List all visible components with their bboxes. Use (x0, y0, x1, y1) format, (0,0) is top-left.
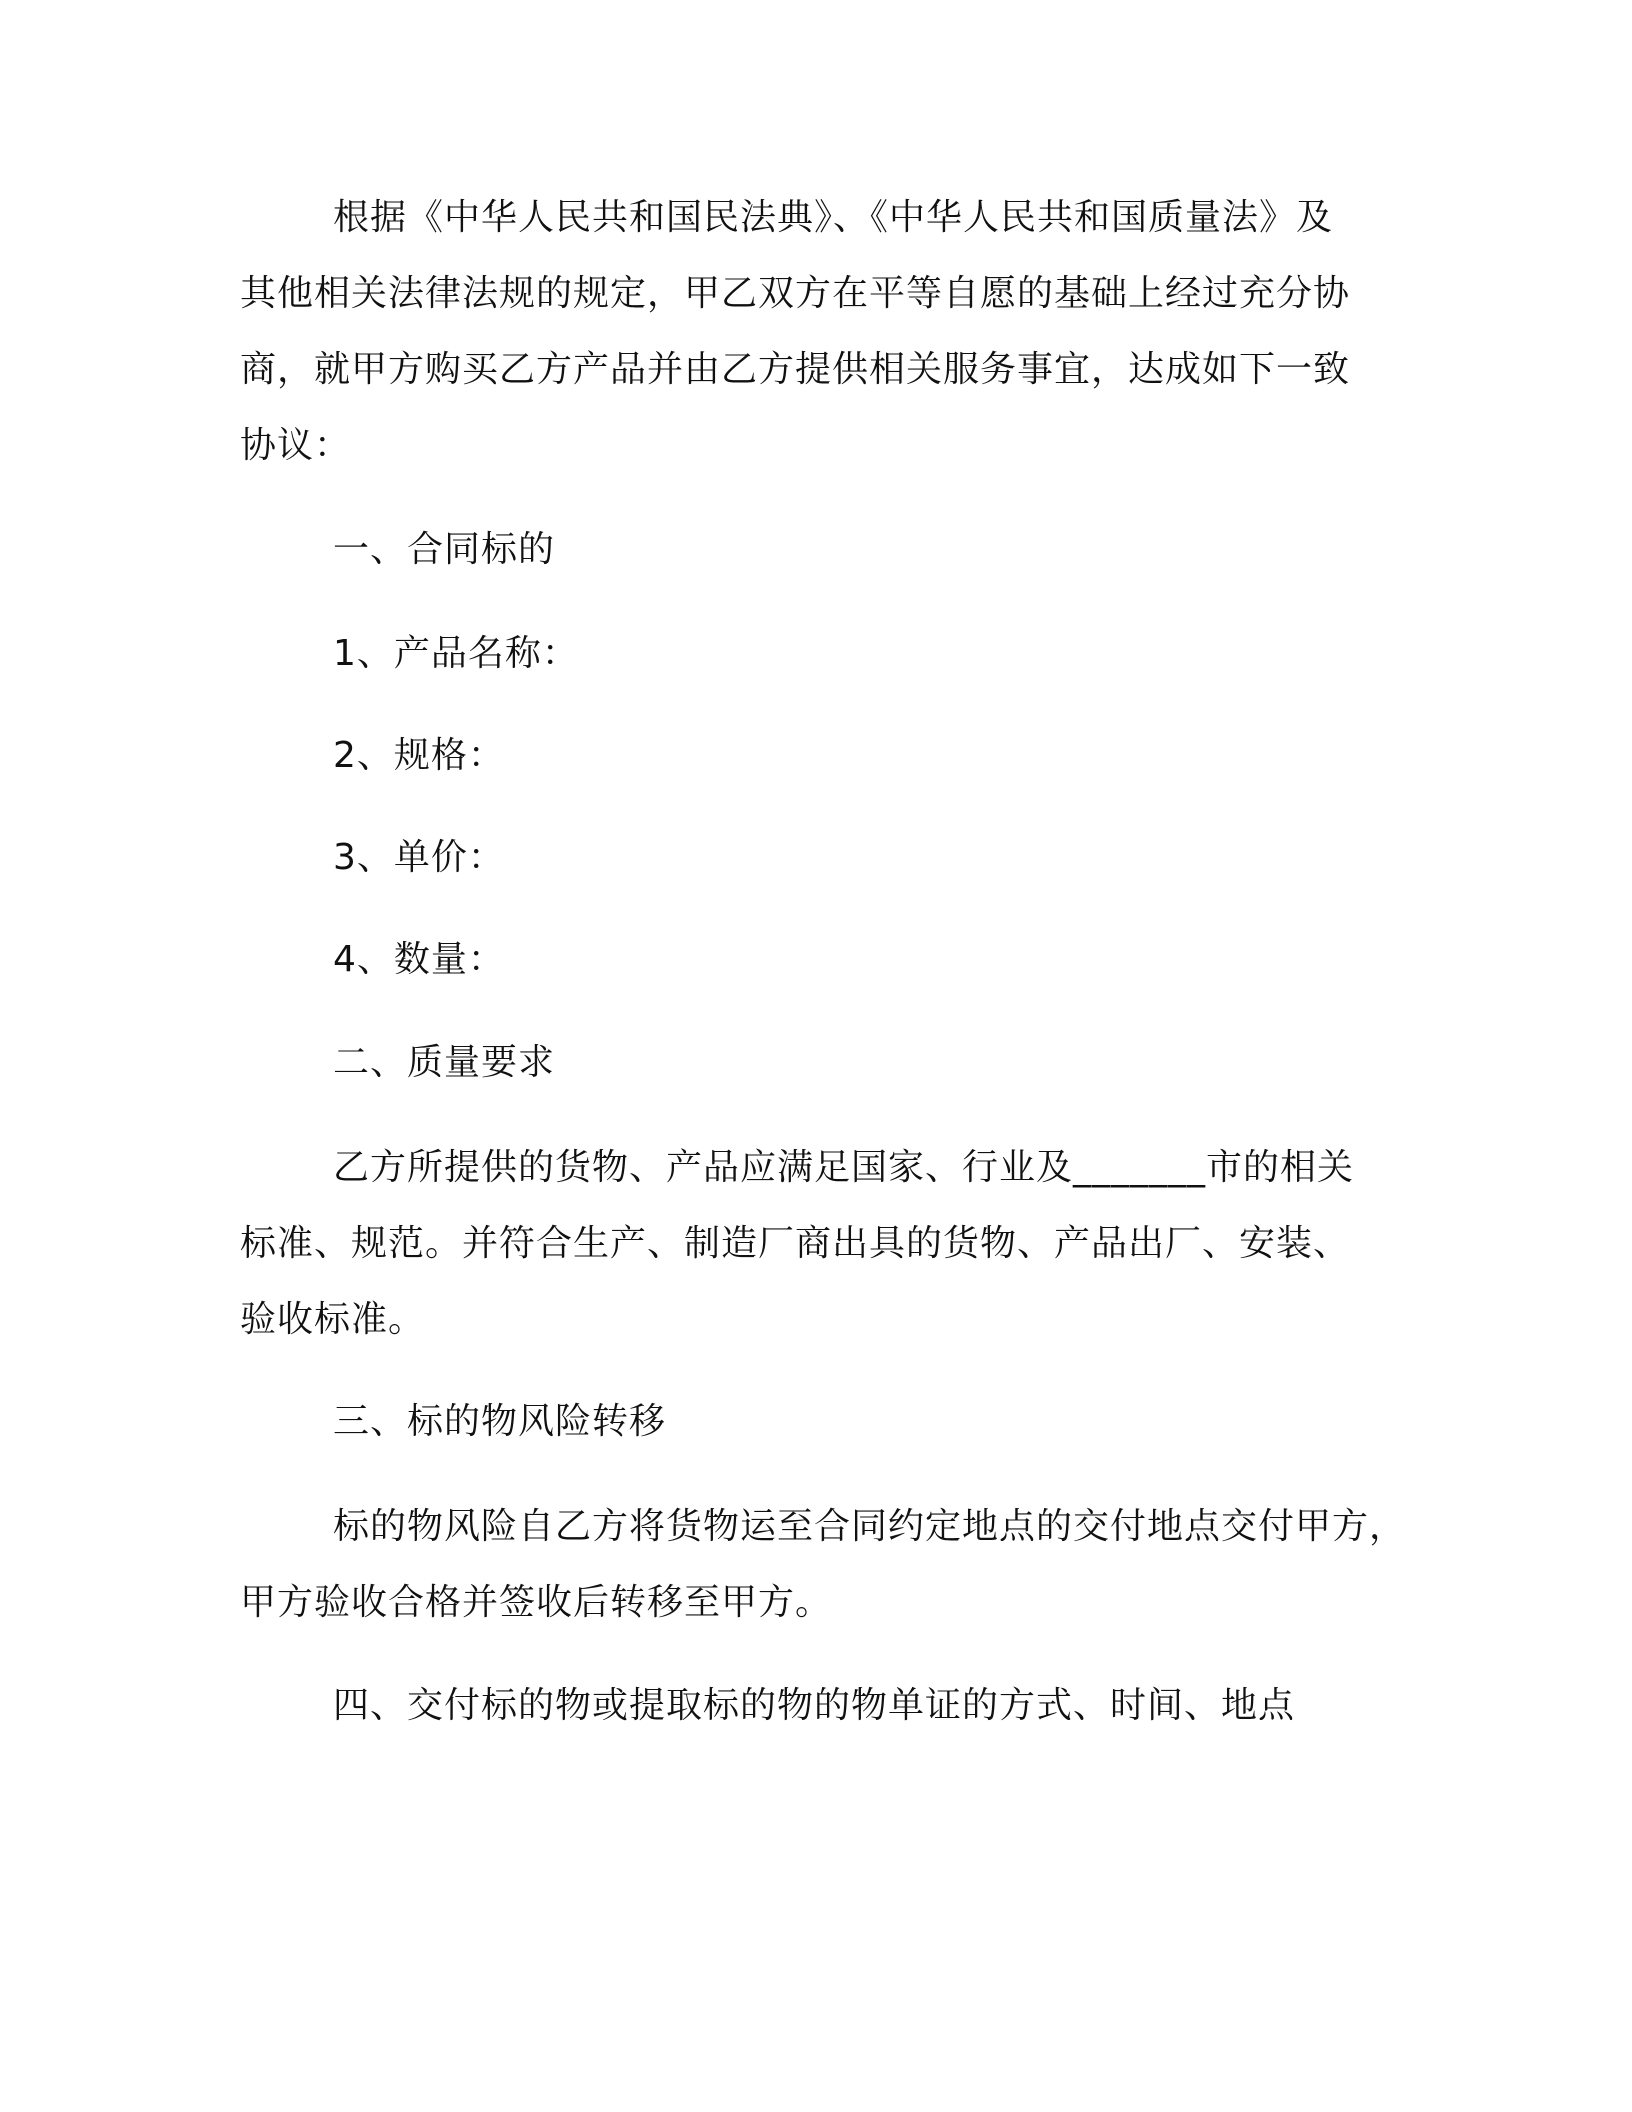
city-blank: _______ (1073, 1147, 1207, 1188)
section-1-item-unit-price: 3、单价： (333, 837, 505, 878)
section-1-heading: 一、合同标的 (333, 529, 556, 570)
section-2-line-1-text-after: 市的相关 (1206, 1147, 1355, 1188)
section-2-line-1-text-before: 乙方所提供的货物、产品应满足国家、行业及 (333, 1147, 1074, 1188)
intro-line-4: 协议： (240, 425, 352, 466)
section-1-item-quantity: 4、数量： (333, 939, 505, 980)
section-2-line-3: 验收标准。 (240, 1299, 426, 1340)
section-4-heading: 四、交付标的物或提取标的物的物单证的方式、时间、地点 (333, 1685, 1296, 1726)
intro-line-1: 根据《中华人民共和国民法典》、《中华人民共和国质量法》及 (333, 197, 1334, 238)
section-3-line-2: 甲方验收合格并签收后转移至甲方。 (240, 1582, 833, 1623)
section-3-line-1: 标的物风险自乙方将货物运至合同约定地点的交付地点交付甲方， (333, 1506, 1407, 1547)
section-2-heading: 二、质量要求 (333, 1042, 556, 1083)
section-1-item-product-name: 1、产品名称： (333, 633, 579, 674)
section-2-line-1 (333, 1146, 1354, 1190)
intro-line-2: 其他相关法律法规的规定，甲乙双方在平等自愿的基础上经过充分协 (240, 273, 1351, 314)
section-3-heading: 三、标的物风险转移 (333, 1401, 667, 1442)
section-2-line-2: 标准、规范。并符合生产、制造厂商出具的货物、产品出厂、安装、 (240, 1223, 1351, 1264)
intro-line-3: 商，就甲方购买乙方产品并由乙方提供相关服务事宜，达成如下一致 (240, 349, 1351, 390)
section-1-item-spec: 2、规格： (333, 735, 505, 776)
